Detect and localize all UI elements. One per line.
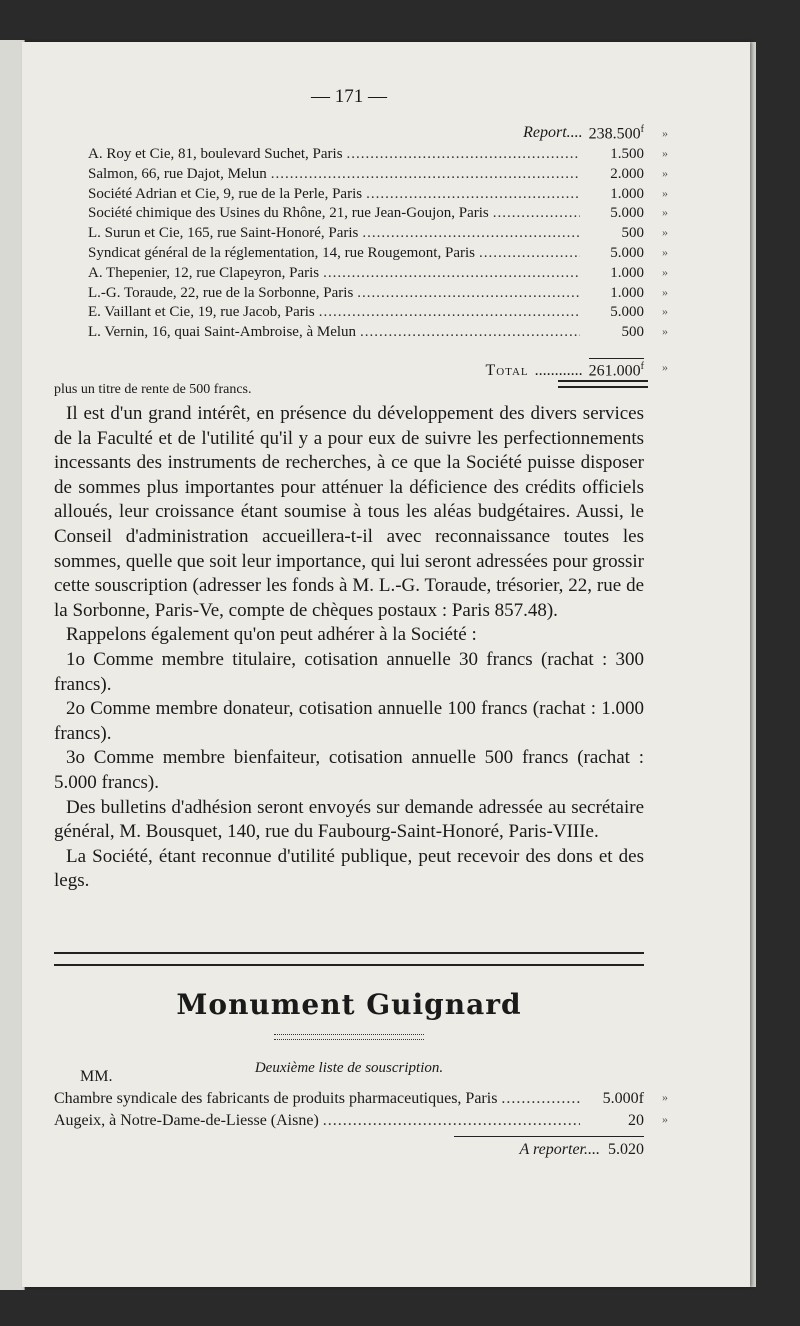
paragraph: Il est d'un grand intérêt, en présence du développement des divers services de la Faculté et de l'utilité qu'il y a pour eux de suivre les perfectionnements incessants des instruments de recherches, à ce que la Société puisse disposer de sommes plus importantes pour atténuer la déficience des crédits officiels alloués, leur croissance étant soumise à tous les aléas budgétaires. Aussi, le Conseil d'administration accueillera-t-il avec reconnaissance toutes les sommes, quelle que soit leur importance, qui lui seront adressées pour grossir cette souscription (adresser les fonds à M. L.-G. Toraude, trésorier, 22, rue de la Sorbonne, Paris-Ve, compte de chèques postaux : Paris 857.48). [54, 403, 644, 621]
rente-note: plus un titre de rente de 500 francs. [54, 382, 252, 397]
page-number: — 171 — [311, 86, 387, 107]
a-reporter-amount: 5.020 [608, 1141, 644, 1158]
paragraph: 2o Comme membre donateur, cotisation annuelle 100 francs (rachat : 1.000 francs). [54, 698, 644, 744]
total-dots: ............ [534, 362, 583, 380]
report-ditto: » [662, 126, 668, 140]
section-subtitle: Deuxième liste de souscription. [254, 1060, 444, 1076]
list-item: L. Vernin, 16, quai Saint-Ambroise, à Melun ..... 500 » [88, 324, 644, 344]
section-divider [54, 952, 644, 966]
list-item: E. Vaillant et Cie, 19, rue Jacob, Paris ..... 5.000 » [88, 304, 644, 324]
list-item: Salmon, 66, rue Dajot, Melun ..... 2.000 » [88, 166, 644, 186]
monument-subscriber-list [54, 1090, 668, 1134]
list-item: A. Roy et Cie, 81, boulevard Suchet, Paris ..... 1.500 » [88, 146, 644, 166]
a-reporter-label: A reporter.... [519, 1141, 600, 1158]
list-item: Société chimique des Usines du Rhône, 21, rue Jean-Goujon, Paris ..... 5.000 » [88, 205, 644, 225]
list-item: A. Thepenier, 12, rue Clapeyron, Paris ..... 1.000 » [88, 265, 644, 285]
list-item: Syndicat général de la réglementation, 14, rue Rougemont, Paris ..... 5.000 » [88, 245, 644, 265]
paragraph: 3o Comme membre bienfaiteur, cotisation annuelle 500 francs (rachat : 5.000 francs). [54, 747, 644, 793]
report-carryover [523, 124, 668, 143]
body-text [54, 402, 644, 894]
report-label: Report.... [523, 124, 583, 141]
paragraph: 1o Comme membre titulaire, cotisation annuelle 30 francs (rachat : 300 francs). [54, 648, 644, 695]
a-reporter-line [454, 1136, 644, 1159]
report-amount: 238.500$^f$ [588, 124, 644, 143]
page-edge [750, 42, 756, 1287]
paragraph: Des bulletins d'adhésion seront envoyés sur demande adressée au secrétaire général, M. Bousquet, 140, rue du Faubourg-Saint-Honoré, Paris-VIIIe. [54, 796, 644, 843]
total-double-underline [558, 380, 648, 388]
list-item: L. Surun et Cie, 165, rue Saint-Honoré, Paris ..... 500 » [88, 225, 644, 245]
paragraph: Rappelons également qu'on peut adhérer à la Société : [66, 624, 477, 646]
title-ornament [274, 1034, 424, 1040]
paragraph: La Société, étant reconnue d'utilité publique, peut recevoir des dons et des legs. [54, 845, 644, 892]
total-line [485, 358, 668, 380]
mm-label: MM. [80, 1068, 113, 1085]
section-title: Monument Guignard [176, 988, 522, 1021]
total-ditto: » [662, 360, 668, 374]
list-item: Société Adrian et Cie, 9, rue de la Perle, Paris ..... 1.000 » [88, 186, 644, 206]
total-amount: 261.000$^f$ [589, 358, 644, 380]
list-item: Chambre syndicale des fabricants de produits pharmaceutiques, Paris ..... 5.000f » [54, 1090, 644, 1112]
total-label: Total [485, 362, 529, 380]
document-page [22, 42, 750, 1287]
list-item: L.-G. Toraude, 22, rue de la Sorbonne, Paris ..... 1.000 » [88, 285, 644, 305]
list-item: Augeix, à Notre-Dame-de-Liesse (Aisne) ..... 20 » [54, 1112, 644, 1134]
subscriber-list [88, 146, 668, 344]
